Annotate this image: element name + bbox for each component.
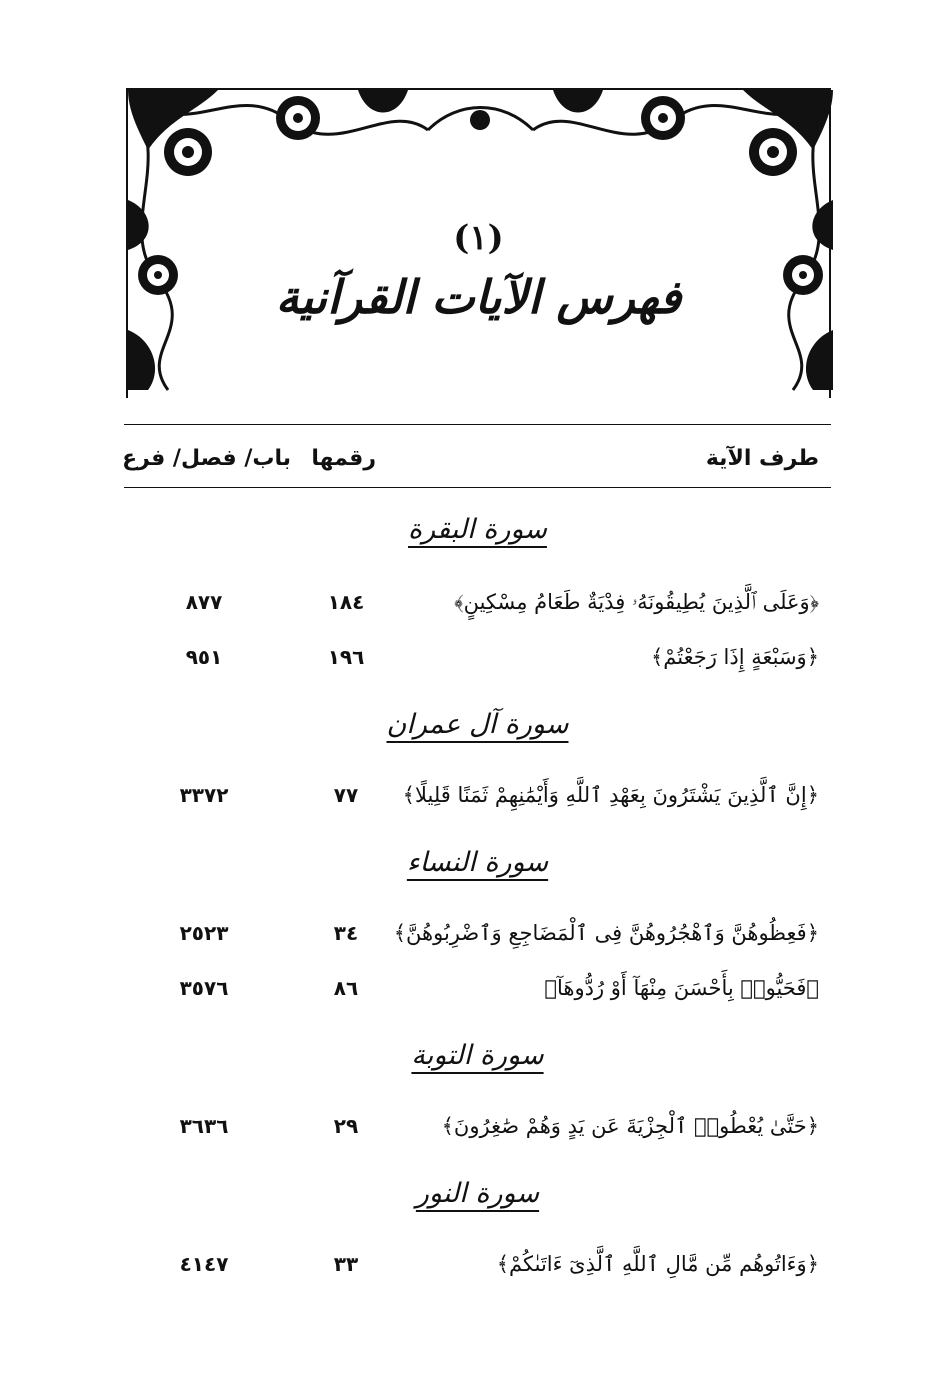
aya-text: ﴿فَحَيُّوا۟ بِأَحْسَنَ مِنْهَآ أَوْ رُدُّوهَآ﴾ [544, 976, 819, 1000]
header-aya: طرف الآية [705, 446, 819, 471]
aya-number: ٣٤ [333, 921, 359, 945]
ornamental-title-frame [126, 88, 831, 398]
index-number: (١) [453, 218, 504, 258]
aya-number: ٢٩ [333, 1114, 359, 1138]
table-row [124, 911, 831, 966]
header-number: رقمها [311, 446, 376, 471]
table-row [124, 635, 831, 690]
aya-text: ﴿وَءَاتُوهُم مِّن مَّالِ ٱللَّهِ ٱلَّذِىٓ ءَاتَىٰكُمْ﴾ [496, 1252, 819, 1276]
reference-number: ٤١٤٧ [179, 1252, 229, 1276]
sura-heading: سورة التوبة [411, 1040, 544, 1071]
sura-heading: سورة النور [415, 1178, 540, 1209]
aya-text: ﴿وَعَلَى ٱلَّذِينَ يُطِيقُونَهُۥ فِدْيَةٌ طَعَامُ مِسْكِينٍ﴾ [454, 590, 819, 614]
table-row [124, 1104, 831, 1159]
reference-number: ٩٥١ [185, 645, 223, 669]
reference-number: ٣٦٣٦ [179, 1114, 229, 1138]
page-title: فهرس الآيات القرآنية [275, 270, 682, 324]
aya-text: ﴿حَتَّىٰ يُعْطُوا۟ ٱلْجِزْيَةَ عَن يَدٍ وَهُمْ صَٰغِرُونَ﴾ [441, 1114, 819, 1138]
reference-number: ٣٥٧٦ [179, 976, 229, 1000]
aya-text: ﴿وَسَبْعَةٍ إِذَا رَجَعْتُمْ﴾ [650, 645, 819, 669]
aya-number: ٣٣ [333, 1252, 359, 1276]
table-row [124, 966, 831, 1021]
header-reference: باب/ فصل/ فرع [122, 446, 291, 471]
reference-number: ٣٣٧٢ [179, 783, 229, 807]
aya-text: ﴿فَعِظُوهُنَّ وَٱهْجُرُوهُنَّ فِى ٱلْمَضَاجِعِ وَٱضْرِبُوهُنَّ﴾ [393, 921, 819, 945]
sura-heading: سورة البقرة [408, 514, 547, 545]
aya-number: ١٩٦ [327, 645, 365, 669]
sura-heading: سورة النساء [406, 847, 549, 878]
sura-heading: سورة آل عمران [386, 709, 569, 740]
aya-number: ١٨٤ [327, 590, 365, 614]
aya-number: ٧٧ [333, 783, 359, 807]
reference-number: ٨٧٧ [185, 590, 223, 614]
aya-number: ٨٦ [333, 976, 359, 1000]
table-row [124, 580, 831, 635]
index-table-body [124, 500, 831, 1297]
table-row [124, 773, 831, 828]
header-bottom-rule [124, 487, 831, 488]
table-header [124, 440, 831, 480]
header-top-rule [124, 424, 831, 425]
table-row [124, 1242, 831, 1297]
reference-number: ٢٥٢٣ [179, 921, 229, 945]
aya-text: ﴿إِنَّ ٱلَّذِينَ يَشْتَرُونَ بِعَهْدِ ٱللَّهِ وَأَيْمَٰنِهِمْ ثَمَنًا قَلِيلًا﴾ [402, 783, 819, 807]
